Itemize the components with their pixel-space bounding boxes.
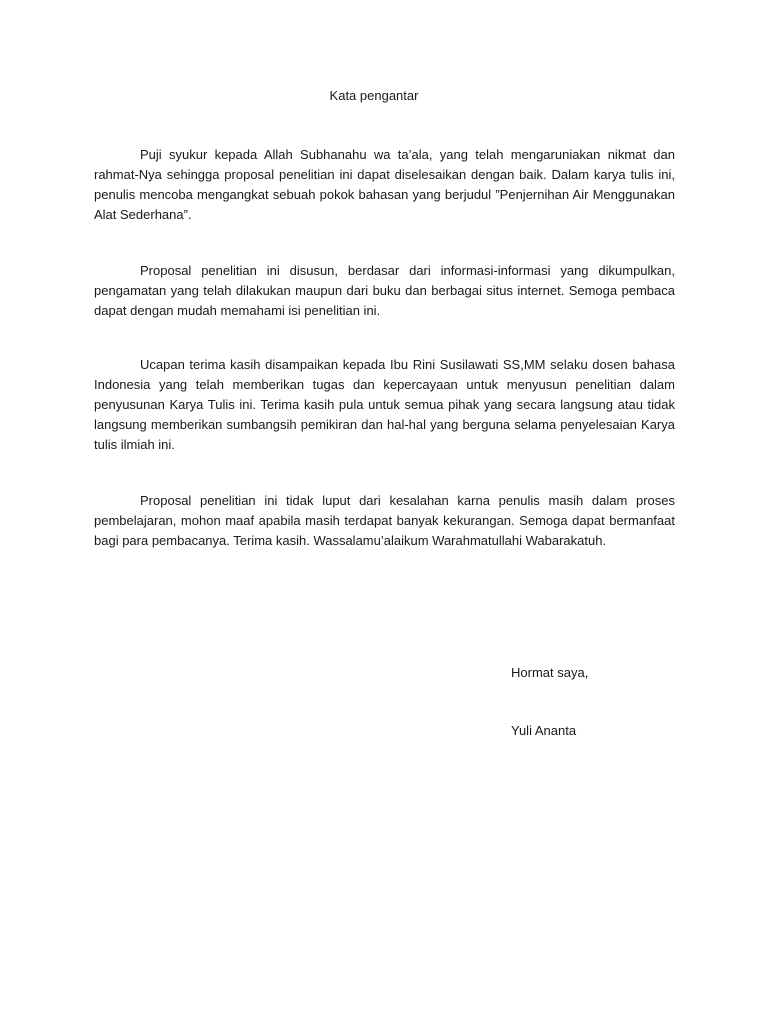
signer-name: Yuli Ananta xyxy=(511,723,577,738)
paragraph-closing-remarks: Proposal penelitian ini tidak luput dari kesalahan karna penulis masih dalam proses pembelajaran, mohon maaf apabila masih terdapat banyak kekurangan. Semoga dapat bermanfaat bagi para pembacanya. Terima kasih. Wassalamu’alaikum Warahmatullahi Wabarakatuh. xyxy=(94,493,675,548)
paragraph-sources: Proposal penelitian ini disusun, berdasar dari informasi-informasi yang dikumpulkan, pengamatan yang telah dilakukan maupun dari buku dan berbagai situs internet. Semoga pembaca dapat dengan mudah memahami isi penelitian ini. xyxy=(94,263,675,318)
paragraph-acknowledgements: Ucapan terima kasih disampaikan kepada Ibu Rini Susilawati SS,MM selaku dosen bahasa Indonesia yang telah memberikan tugas dan kepercayaan untuk menyusun penelitian dalam penyusunan Karya Tulis ini. Terima kasih pula untuk semua pihak yang secara langsung atau tidak langsung memberikan sumbangsih pemikiran dan hal-hal yang berguna selama penyelesaian Karya tulis ilmiah ini. xyxy=(94,357,675,452)
document-title: Kata pengantar xyxy=(329,88,419,103)
closing-salutation: Hormat saya, xyxy=(511,665,589,680)
paragraph-opening: Puji syukur kepada Allah Subhanahu wa ta’ala, yang telah mengaruniakan nikmat dan rahmat-Nya sehingga proposal penelitian ini dapat diselesaikan dengan baik. Dalam karya tulis ini, penulis mencoba mengangkat sebuah pokok bahasan yang berjudul ”Penjernihan Air Menggunakan Alat Sederhana”. xyxy=(94,147,675,222)
